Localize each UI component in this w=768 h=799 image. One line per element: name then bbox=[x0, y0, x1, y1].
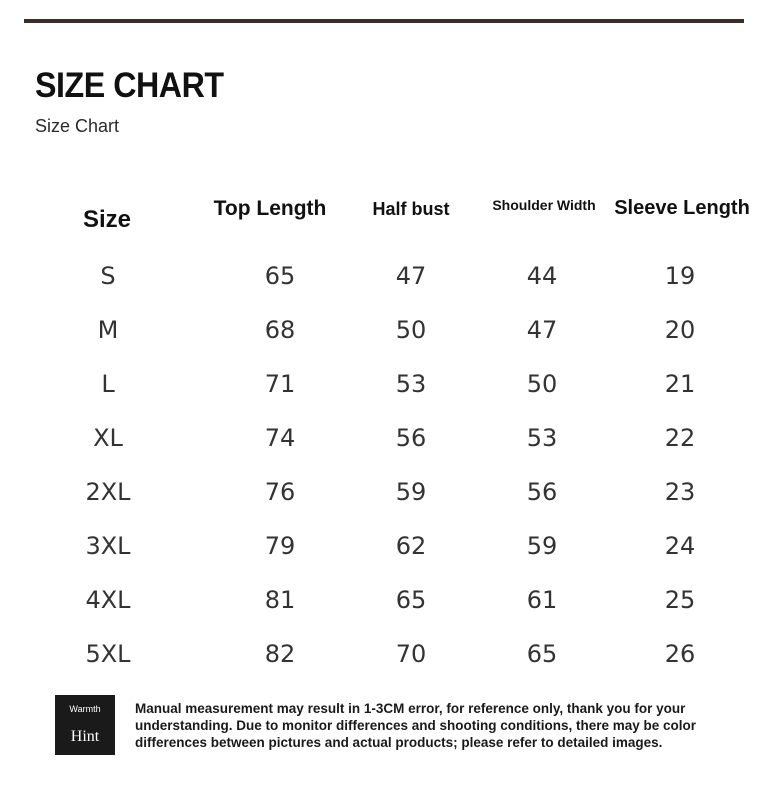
sleeve-length-cell: 20 bbox=[664, 316, 696, 344]
size-cell: 2XL bbox=[85, 478, 131, 506]
sleeve-length-cell: 25 bbox=[664, 586, 696, 614]
table-row bbox=[0, 256, 768, 296]
page-subtitle: Size Chart bbox=[35, 116, 120, 136]
column-header-shoulder-width: Shoulder Width bbox=[492, 197, 596, 213]
table-row bbox=[0, 526, 768, 566]
size-cell: 4XL bbox=[85, 586, 131, 614]
size-cell: M bbox=[97, 316, 119, 344]
measurement-notice: Manual measurement may result in 1-3CM error, for reference only, thank you for your understanding. Due to monitor differences and shooting conditions, there may be color differences between pictures and actual products; please refer to detailed images. bbox=[135, 701, 697, 750]
sleeve-length-cell: 21 bbox=[664, 370, 696, 398]
top-length-cell: 65 bbox=[264, 262, 296, 290]
table-row bbox=[0, 418, 768, 458]
half-bust-cell: 50 bbox=[395, 316, 427, 344]
size-cell: L bbox=[101, 370, 115, 398]
table-row bbox=[0, 472, 768, 512]
half-bust-cell: 65 bbox=[395, 586, 427, 614]
column-header-sleeve-length: Sleeve Length bbox=[614, 197, 750, 219]
shoulder-width-cell: 50 bbox=[526, 370, 558, 398]
column-header-half-bust: Half bust bbox=[372, 199, 450, 219]
hint-badge-small-label: Warmth bbox=[69, 704, 101, 714]
sleeve-length-cell: 19 bbox=[664, 262, 696, 290]
half-bust-cell: 70 bbox=[395, 640, 427, 668]
table-row bbox=[0, 364, 768, 404]
table-row bbox=[0, 634, 768, 674]
size-cell: XL bbox=[93, 424, 123, 452]
sleeve-length-cell: 22 bbox=[664, 424, 696, 452]
shoulder-width-cell: 65 bbox=[526, 640, 558, 668]
sleeve-length-cell: 26 bbox=[664, 640, 696, 668]
half-bust-cell: 59 bbox=[395, 478, 427, 506]
size-cell: 5XL bbox=[85, 640, 131, 668]
shoulder-width-cell: 53 bbox=[526, 424, 558, 452]
top-length-cell: 81 bbox=[264, 586, 296, 614]
size-cell: S bbox=[100, 262, 116, 290]
half-bust-cell: 56 bbox=[395, 424, 427, 452]
top-length-cell: 68 bbox=[264, 316, 296, 344]
half-bust-cell: 47 bbox=[395, 262, 427, 290]
page-title: SIZE CHART bbox=[35, 66, 224, 105]
sleeve-length-cell: 23 bbox=[664, 478, 696, 506]
shoulder-width-cell: 56 bbox=[526, 478, 558, 506]
half-bust-cell: 53 bbox=[395, 370, 427, 398]
sleeve-length-cell: 24 bbox=[664, 532, 696, 560]
top-length-cell: 76 bbox=[264, 478, 296, 506]
warmth-hint-badge bbox=[55, 695, 115, 755]
table-row bbox=[0, 580, 768, 620]
shoulder-width-cell: 61 bbox=[526, 586, 558, 614]
hint-badge-label: Hint bbox=[70, 728, 100, 745]
size-cell: 3XL bbox=[85, 532, 131, 560]
top-length-cell: 79 bbox=[264, 532, 296, 560]
half-bust-cell: 62 bbox=[395, 532, 427, 560]
table-row bbox=[0, 310, 768, 350]
column-header-top-length: Top Length bbox=[213, 197, 327, 220]
top-length-cell: 82 bbox=[264, 640, 296, 668]
top-length-cell: 71 bbox=[264, 370, 296, 398]
column-header-size: Size bbox=[82, 206, 132, 233]
shoulder-width-cell: 47 bbox=[526, 316, 558, 344]
top-length-cell: 74 bbox=[264, 424, 296, 452]
shoulder-width-cell: 59 bbox=[526, 532, 558, 560]
shoulder-width-cell: 44 bbox=[526, 262, 558, 290]
top-divider bbox=[24, 19, 744, 23]
